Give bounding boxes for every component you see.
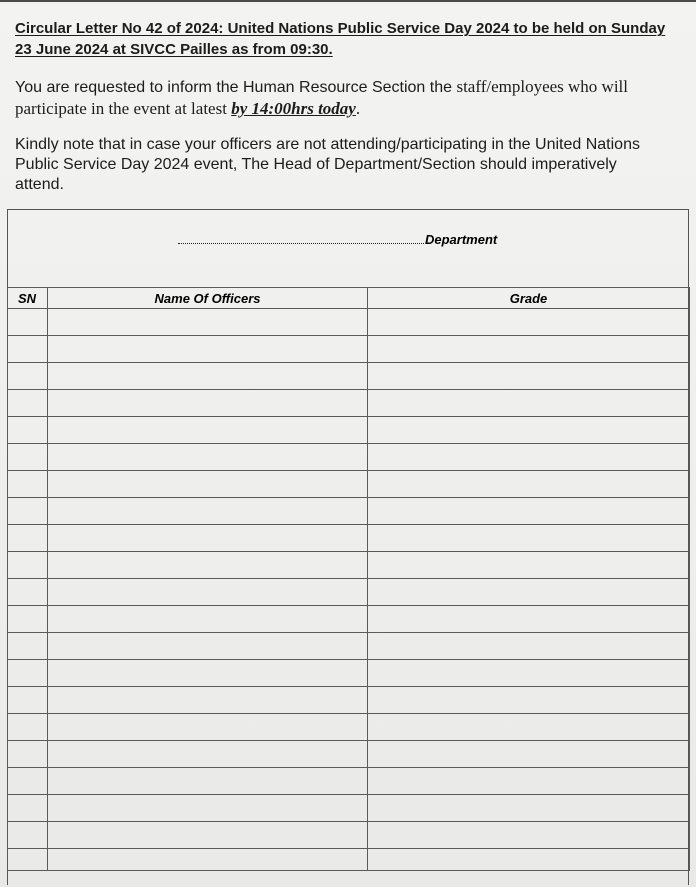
table-row <box>8 606 690 633</box>
deadline-text: by 14:00hrs today <box>231 99 356 118</box>
cell-name[interactable] <box>48 498 368 525</box>
cell-grade[interactable] <box>368 687 690 714</box>
cell-grade[interactable] <box>368 633 690 660</box>
cell-sn[interactable] <box>8 768 48 795</box>
cell-grade[interactable] <box>368 822 690 849</box>
cell-sn[interactable] <box>8 660 48 687</box>
cell-grade[interactable] <box>368 849 690 871</box>
table-row <box>8 525 690 552</box>
cell-sn[interactable] <box>8 849 48 871</box>
cell-sn[interactable] <box>8 417 48 444</box>
table-row <box>8 822 690 849</box>
cell-sn[interactable] <box>8 390 48 417</box>
cell-name[interactable] <box>48 309 368 336</box>
cell-grade[interactable] <box>368 471 690 498</box>
instruction-line-2-start: participate in the event at latest <box>15 99 232 118</box>
cell-grade[interactable] <box>368 714 690 741</box>
cell-sn[interactable] <box>8 498 48 525</box>
instruction-line-2-end: . <box>355 99 361 118</box>
cell-name[interactable] <box>48 822 368 849</box>
table-row <box>8 741 690 768</box>
table-header-row <box>8 288 690 309</box>
cell-name[interactable] <box>48 660 368 687</box>
cell-name[interactable] <box>48 795 368 822</box>
cell-name[interactable] <box>48 633 368 660</box>
cell-sn[interactable] <box>8 633 48 660</box>
cell-name[interactable] <box>48 579 368 606</box>
cell-sn[interactable] <box>8 471 48 498</box>
department-dotted-line[interactable] <box>178 233 424 244</box>
cell-name[interactable] <box>48 390 368 417</box>
instruction-line-1-end: staff/employees who will <box>456 77 628 96</box>
cell-name[interactable] <box>48 417 368 444</box>
cell-sn[interactable] <box>8 309 48 336</box>
column-header-grade: Grade <box>368 288 690 309</box>
cell-sn[interactable] <box>8 336 48 363</box>
cell-name[interactable] <box>48 714 368 741</box>
cell-grade[interactable] <box>368 579 690 606</box>
table-row <box>8 336 690 363</box>
table-row <box>8 633 690 660</box>
cell-grade[interactable] <box>368 417 690 444</box>
cell-name[interactable] <box>48 849 368 871</box>
cell-name[interactable] <box>48 471 368 498</box>
instruction-line-2 <box>15 98 690 119</box>
cell-sn[interactable] <box>8 552 48 579</box>
cell-name[interactable] <box>48 768 368 795</box>
table-row <box>8 363 690 390</box>
instruction-line-1-start: You are requested to inform the Human Resource Section the <box>15 79 457 96</box>
cell-sn[interactable] <box>8 363 48 390</box>
table-row <box>8 390 690 417</box>
table-row <box>8 471 690 498</box>
cell-name[interactable] <box>48 606 368 633</box>
cell-grade[interactable] <box>368 741 690 768</box>
attendance-table-body <box>8 309 690 871</box>
cell-grade[interactable] <box>368 336 690 363</box>
cell-grade[interactable] <box>368 309 690 336</box>
instruction-line-1 <box>15 76 690 98</box>
cell-sn[interactable] <box>8 579 48 606</box>
column-header-name: Name Of Officers <box>48 288 368 309</box>
table-row <box>8 768 690 795</box>
cell-grade[interactable] <box>368 660 690 687</box>
table-row <box>8 687 690 714</box>
cell-grade[interactable] <box>368 795 690 822</box>
cell-grade[interactable] <box>368 552 690 579</box>
notice-line-1: Kindly note that in case your officers are not attending/participating in the United Nations <box>15 136 640 153</box>
cell-grade[interactable] <box>368 390 690 417</box>
attendance-table <box>7 287 690 871</box>
cell-grade[interactable] <box>368 768 690 795</box>
cell-grade[interactable] <box>368 525 690 552</box>
circular-title-line-2: 23 June 2024 at SIVCC Pailles as from 09:30. <box>15 41 333 58</box>
notice-line-2: Public Service Day 2024 event, The Head of Department/Section should imperatively <box>15 156 617 173</box>
table-row <box>8 660 690 687</box>
cell-sn[interactable] <box>8 795 48 822</box>
column-header-sn: SN <box>8 288 48 309</box>
notice-paragraph <box>15 135 690 195</box>
table-row <box>8 444 690 471</box>
cell-sn[interactable] <box>8 525 48 552</box>
cell-sn[interactable] <box>8 822 48 849</box>
table-row <box>8 795 690 822</box>
cell-name[interactable] <box>48 552 368 579</box>
table-row <box>8 498 690 525</box>
cell-name[interactable] <box>48 363 368 390</box>
cell-grade[interactable] <box>368 444 690 471</box>
cell-grade[interactable] <box>368 498 690 525</box>
table-row <box>8 714 690 741</box>
notice-line-3: attend. <box>15 176 64 193</box>
cell-sn[interactable] <box>8 444 48 471</box>
cell-grade[interactable] <box>368 363 690 390</box>
table-row-partial <box>8 849 690 871</box>
cell-name[interactable] <box>48 741 368 768</box>
circular-title <box>15 18 690 60</box>
cell-sn[interactable] <box>8 714 48 741</box>
instruction-paragraph <box>15 76 690 119</box>
cell-name[interactable] <box>48 687 368 714</box>
cell-name[interactable] <box>48 336 368 363</box>
table-row <box>8 417 690 444</box>
table-row <box>8 309 690 336</box>
cell-name[interactable] <box>48 525 368 552</box>
cell-sn[interactable] <box>8 687 48 714</box>
circular-title-line-1: Circular Letter No 42 of 2024: United Nations Public Service Day 2024 to be held on Sunday <box>15 20 666 37</box>
cell-name[interactable] <box>48 444 368 471</box>
cell-sn[interactable] <box>8 741 48 768</box>
table-row <box>8 579 690 606</box>
cell-sn[interactable] <box>8 606 48 633</box>
cell-grade[interactable] <box>368 606 690 633</box>
department-field[interactable] <box>178 232 497 247</box>
table-row <box>8 552 690 579</box>
department-label: Department <box>425 232 498 247</box>
